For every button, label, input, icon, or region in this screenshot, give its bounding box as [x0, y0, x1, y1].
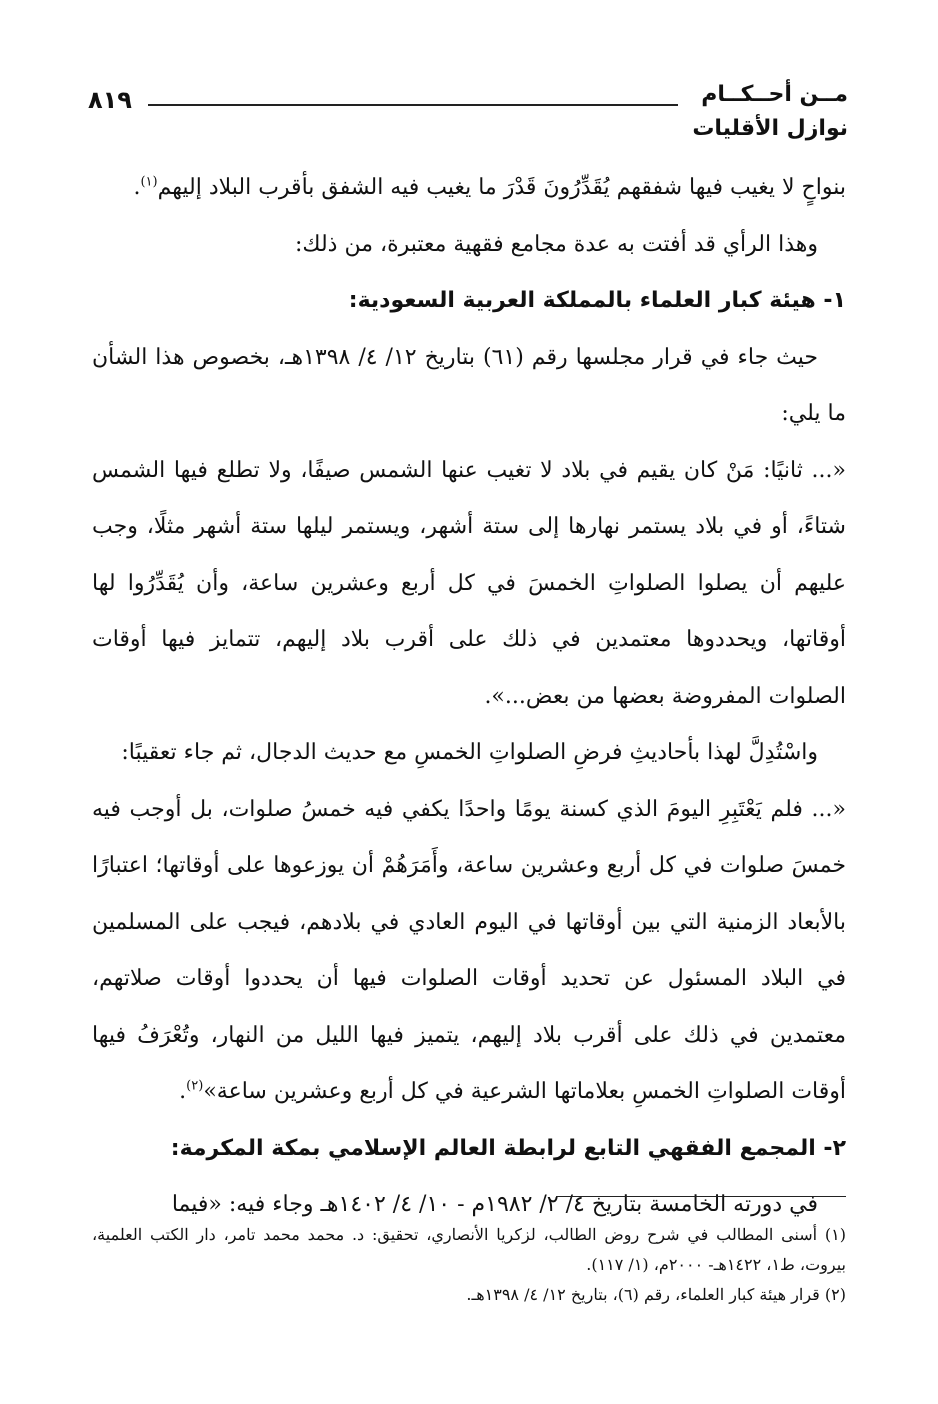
running-title	[692, 78, 848, 146]
paragraph-end: .	[179, 1079, 187, 1104]
quote-paragraph: «... ثانيًا: مَنْ كان يقيم في بلاد لا تغيب عنها الشمس صيفًا، ولا تطلع فيها الشمس شتاءً، أو في بلاد يستمر نهارها إلى ستة أشهر، ويستمر ليلها ستة أشهر مثلًا، وجب عليهم أن يصلوا الصلواتِ الخمسَ في كل أربع وعشرين ساعة، وأن يُقَدِّرُوا لها أوقاتها، ويحددوها معتمدين في ذلك على أقرب بلاد إليهم، تتمايز فيها أوقات الصلوات المفروضة بعضها من بعض...».	[92, 457, 846, 709]
page-number: ٨١٩	[88, 86, 132, 114]
page-header	[88, 78, 848, 148]
paragraph-text: «... فلم يَعْتَبِرِ اليومَ الذي كسنة يومًا واحدًا يكفي فيه خمسُ صلوات، بل أوجب فيه خمسَ صلوات في كل أربع وعشرين ساعة، وأَمَرَهُمْ أن يوزعوها على أوقاتها؛ اعتبارًا بالأبعاد الزمنية التي بين أوقاتها في اليوم العادي في بلادهم، فيجب على المسلمين في البلاد المسئول عن تحديد أوقات الصلوات فيها أن يحددوا أوقات صلاتهم، معتمدين في ذلك على أقرب بلاد إليهم، يتميز فيها الليل من النهار، وتُعْرَفُ فيها أوقات الصلواتِ الخمسِ بعلاماتها الشرعية في كل أربع وعشرين ساعة»	[92, 796, 846, 1104]
running-title-line1: مــن أحــكــام	[701, 82, 848, 107]
paragraph-end: .	[133, 175, 141, 200]
footnote: (٢) قرار هيئة كبار العلماء، رقم (٦)، بتاريخ ١٢/ ٤/ ١٣٩٨هـ.	[466, 1285, 846, 1304]
main-text	[92, 160, 846, 1234]
section-heading: ٢- المجمع الفقهي التابع لرابطة العالم الإسلامي بمكة المكرمة:	[170, 1135, 846, 1161]
paragraph: في دورته الخامسة بتاريخ ٤/ ٢/ ١٩٨٢م - ١٠/ ٤/ ١٤٠٢هـ وجاء فيه: «فيما	[171, 1192, 818, 1217]
paragraph-text: بنواحٍ لا يغيب فيها شفقهم يُقَدِّرُونَ قَدْرَ ما يغيب فيه الشفق بأقرب البلاد إليهم	[157, 175, 846, 200]
footnote-ref: (٢)	[186, 1078, 204, 1094]
header-rule	[148, 104, 678, 106]
footnotes	[92, 1220, 846, 1310]
paragraph: واسْتُدِلَّ لهذا بأحاديثِ فرضِ الصلواتِ الخمسِ مع حديث الدجال، ثم جاء تعقيبًا:	[121, 740, 818, 765]
footnote-rule	[556, 1196, 846, 1197]
quote-paragraph	[92, 782, 846, 1121]
section-heading: ١- هيئة كبار العلماء بالمملكة العربية السعودية:	[348, 288, 846, 313]
footnote-ref: (١)	[140, 174, 158, 190]
paragraph	[92, 160, 846, 217]
footnote: (١) أسنى المطالب في شرح روض الطالب، لزكريا الأنصاري، تحقيق: د. محمد محمد تامر، دار الكتب العلمية، بيروت، ط١، ١٤٢٢هـ- ٢٠٠٠م، (١/ ١١٧).	[92, 1225, 846, 1274]
running-title-line2: نوازل الأقليات	[692, 116, 848, 141]
paragraph: وهذا الرأي قد أفتت به عدة مجامع فقهية معتبرة، من ذلك:	[295, 231, 818, 257]
paragraph: حيث جاء في قرار مجلسها رقم (٦١) بتاريخ ١٢/ ٤/ ١٣٩٨هـ، بخصوص هذا الشأن ما يلي:	[92, 344, 846, 426]
